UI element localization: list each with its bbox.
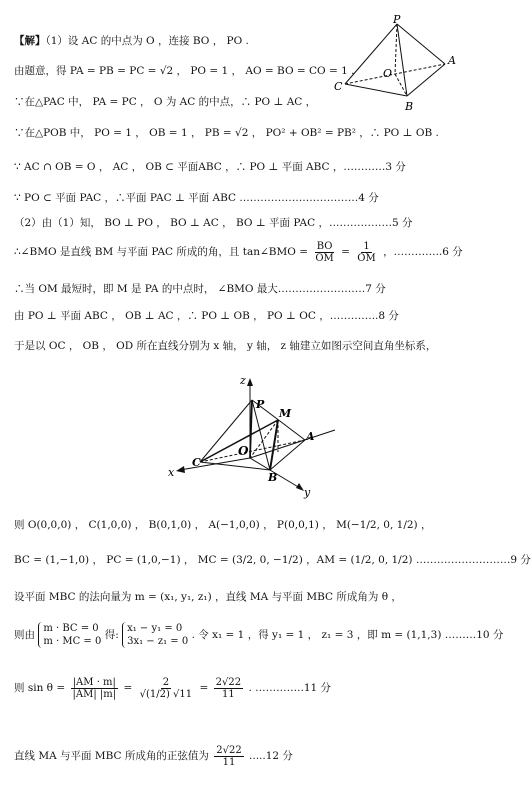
fig2-label-z: z — [240, 374, 246, 387]
line-13: BC = (1,−1,0) ， PC = (1,0,−1) ， MC = (3/2, 0, −1/2) ，AM = (1/2, 0, 1/2) ………………………9 分 — [14, 554, 531, 566]
frac-den: |AM| |m| — [72, 688, 117, 700]
solution-label: 【解】 — [14, 35, 46, 47]
line-5: ∵ AC ∩ OB = O ， AC ， OB ⊂ 平面ABC ，∴ PO ⊥ 平面 ABC ，…………3 分 — [14, 161, 406, 173]
fraction-result — [214, 677, 243, 700]
line-12: 则 O(0,0,0) ， C(1,0,0) ， B(0,1,0) ， A(−1,0,0) ， P(0,0,1) ， M(−1/2, 0, 1/2) ， — [14, 519, 432, 531]
fig1-label-P: P — [393, 13, 401, 26]
line-2: 由题意，得 PA = PB = PC = √2 ， PO = 1 ， AO = BO = CO = 1 . — [14, 65, 355, 77]
sys1-eq1: m · BC = 0 — [43, 623, 99, 634]
fig1-label-A: A — [448, 54, 456, 67]
line-15-text-b: . 令 x₁ = 1 ，得 y₁ = 1 ， z₁ = 3 ，即 m = (1,1,3) ………10 分 — [191, 629, 504, 641]
equals-sign: = — [341, 246, 350, 258]
sys1-eq2: m · MC = 0 — [43, 636, 102, 647]
line-1-text: （1）设 AC 的中点为 O ，连接 BO ， PO . — [45, 35, 249, 47]
line-9: ∴当 OM 最短时，即 M 是 PA 的中点时， ∠BMO 最大.……………………7 分 — [14, 283, 386, 295]
pyramid-coordinate-figure — [160, 370, 360, 500]
line-16-text-a: 则 sin θ = — [14, 682, 66, 694]
fig1-label-B: B — [405, 100, 414, 113]
frac-den: OM — [315, 252, 334, 264]
frac-den: √(1/2) √11 — [139, 688, 193, 700]
line-4: ∵在△POB 中， PO = 1 ， OB = 1 ， PB = √2 ， PO² + OB² = PB² ，∴ PO ⊥ OB . — [14, 127, 439, 139]
fraction-sin — [71, 677, 119, 700]
fraction-final — [214, 745, 243, 768]
fig2-label-A: A — [306, 430, 315, 443]
equation-system-1 — [38, 622, 101, 648]
fraction-1-om — [355, 241, 377, 264]
line-17-text-b: .....12 分 — [249, 750, 293, 762]
fig1-label-C: C — [334, 80, 343, 93]
line-6: ∵ PO ⊂ 平面 PAC ，∴平面 PAC ⊥ 平面 ABC .……………………………4 分 — [14, 192, 379, 204]
frac-den: OM — [357, 252, 376, 264]
line-8-text-b: ，…………..6 分 — [383, 246, 463, 258]
frac-num: |AM · m| — [72, 676, 116, 688]
equals-sign: = — [199, 682, 209, 694]
fig2-label-y: y — [304, 486, 311, 499]
frac-num: 2 — [162, 676, 170, 688]
line-11: 于是以 OC ， OB ， OD 所在直线分别为 x 轴， y 轴， z 轴建立如图示空间直角坐标系， — [14, 340, 437, 352]
frac-den: 11 — [222, 688, 235, 700]
fig2-label-C: C — [192, 456, 201, 469]
sys2-eq1: x₁ − y₁ = 0 — [127, 623, 183, 634]
frac-num: 1 — [363, 240, 370, 252]
line-10: 由 PO ⊥ 平面 ABC ， OB ⊥ AC ，∴ PO ⊥ OB ， PO ⊥ OC ，…………..8 分 — [14, 310, 399, 322]
fig2-label-M: M — [279, 407, 292, 420]
line-15-de: 得: — [104, 629, 119, 641]
frac-num: 2√22 — [215, 676, 242, 688]
sys2-eq2: 3x₁ − z₁ = 0 — [127, 636, 189, 647]
fig1-label-O: O — [383, 67, 393, 80]
equals-sign: = — [123, 682, 133, 694]
line-3: ∵在△PAC 中， PA = PC ， O 为 AC 的中点，∴ PO ⊥ AC ， — [14, 96, 317, 108]
line-8 — [14, 240, 481, 264]
fig2-label-B: B — [268, 471, 278, 484]
equation-system-2 — [122, 622, 188, 648]
frac-den: 11 — [222, 756, 236, 768]
line-16-text-b: . …………..11 分 — [248, 682, 332, 694]
line-8-text-a: ∴∠BMO 是直线 BM 与平面 PAC 所成的角，且 tan∠BMO = — [14, 246, 309, 258]
line-7: （2）由（1）知， BO ⊥ PO ， BO ⊥ AC ， BO ⊥ 平面 PAC ，………………5 分 — [14, 217, 413, 229]
fig2-label-P: P — [256, 398, 265, 411]
line-15 — [14, 620, 504, 650]
fraction-bo-om — [313, 241, 335, 264]
line-1 — [14, 34, 481, 48]
line-17 — [14, 740, 481, 772]
line-14: 设平面 MBC 的法向量为 m = (x₁, y₁, z₁) ，直线 MA 与平面 MBC 所成角为 θ ， — [14, 591, 402, 603]
fig2-label-x: x — [168, 466, 175, 479]
fig2-label-O: O — [238, 444, 249, 458]
line-17-text-a: 直线 MA 与平面 MBC 所成角的正弦值为 — [14, 750, 209, 762]
line-15-text-a: 则由 — [14, 629, 35, 641]
frac-num: BO — [316, 240, 333, 252]
fraction-two-over-root — [138, 677, 195, 700]
frac-num: 2√22 — [216, 744, 242, 756]
line-16 — [14, 670, 481, 706]
